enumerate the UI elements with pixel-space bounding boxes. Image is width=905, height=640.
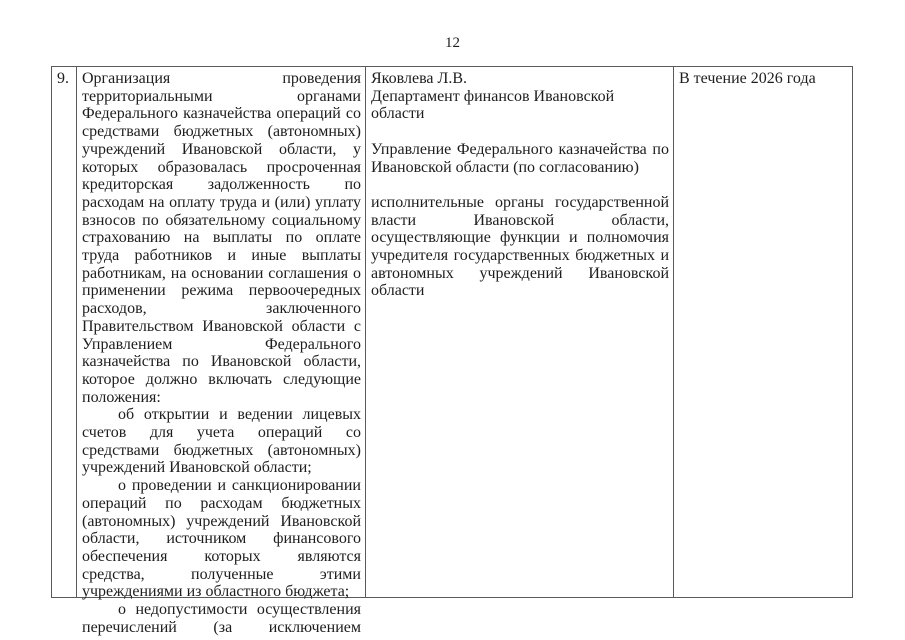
page-number: 12: [445, 35, 460, 51]
deadline-text: В течение 2026 года: [679, 70, 816, 87]
task-cell: [77, 67, 366, 636]
row-number-cell: [52, 67, 77, 598]
deadline-cell: [674, 67, 853, 598]
executor-department: Департамент финансов Ивановской области: [371, 87, 615, 123]
executor-treasury: Управление Федерального казначейства по Ивановской области (по согласованию): [371, 140, 669, 176]
table-row: [52, 67, 853, 598]
executor-authorities: исполнительные органы государственной власти Ивановской области, осуществляющие функции и полномочия учредителя государственных бюджетных и автономных учреждений Ивановской области: [371, 193, 669, 300]
task-paragraph-operations: о проведении и санкционировании операций по расходам бюджетных (автономных) учреждений Ивановской области, источником финансового обеспечения которых являются средства, полученные этими учреждениями из областного бюджета;: [82, 477, 361, 601]
executor-name: Яковлева Л.В.: [371, 70, 468, 87]
row-number: 9.: [57, 70, 69, 87]
plan-table: [51, 66, 853, 636]
task-paragraph-accounts: об открытии и ведении лицевых счетов для учета операций со средствами бюджетных (автономных) учреждений Ивановской области;: [82, 406, 361, 477]
executors-cell: [366, 67, 674, 598]
task-paragraph-main: Организация проведения территориальными органами Федерального казначейства операций со средствами бюджетных (автономных) учреждений Ивановской области, у которых образовалась просроченная кредиторская задолженность по расходам на оплату труда и (или) уплату взносов по обязательному социальному страхованию на выплаты по оплате труда работников и иные выплаты работникам, на основании соглашения о применении режима первоочередных расходов, заключенного Правительством Ивановской области с Управлением Федерального казначейства по Ивановской области, которое должно включать следующие положения:: [82, 70, 361, 406]
task-paragraph-transfers: о недопустимости осуществления перечислений (за исключением: [82, 601, 361, 636]
